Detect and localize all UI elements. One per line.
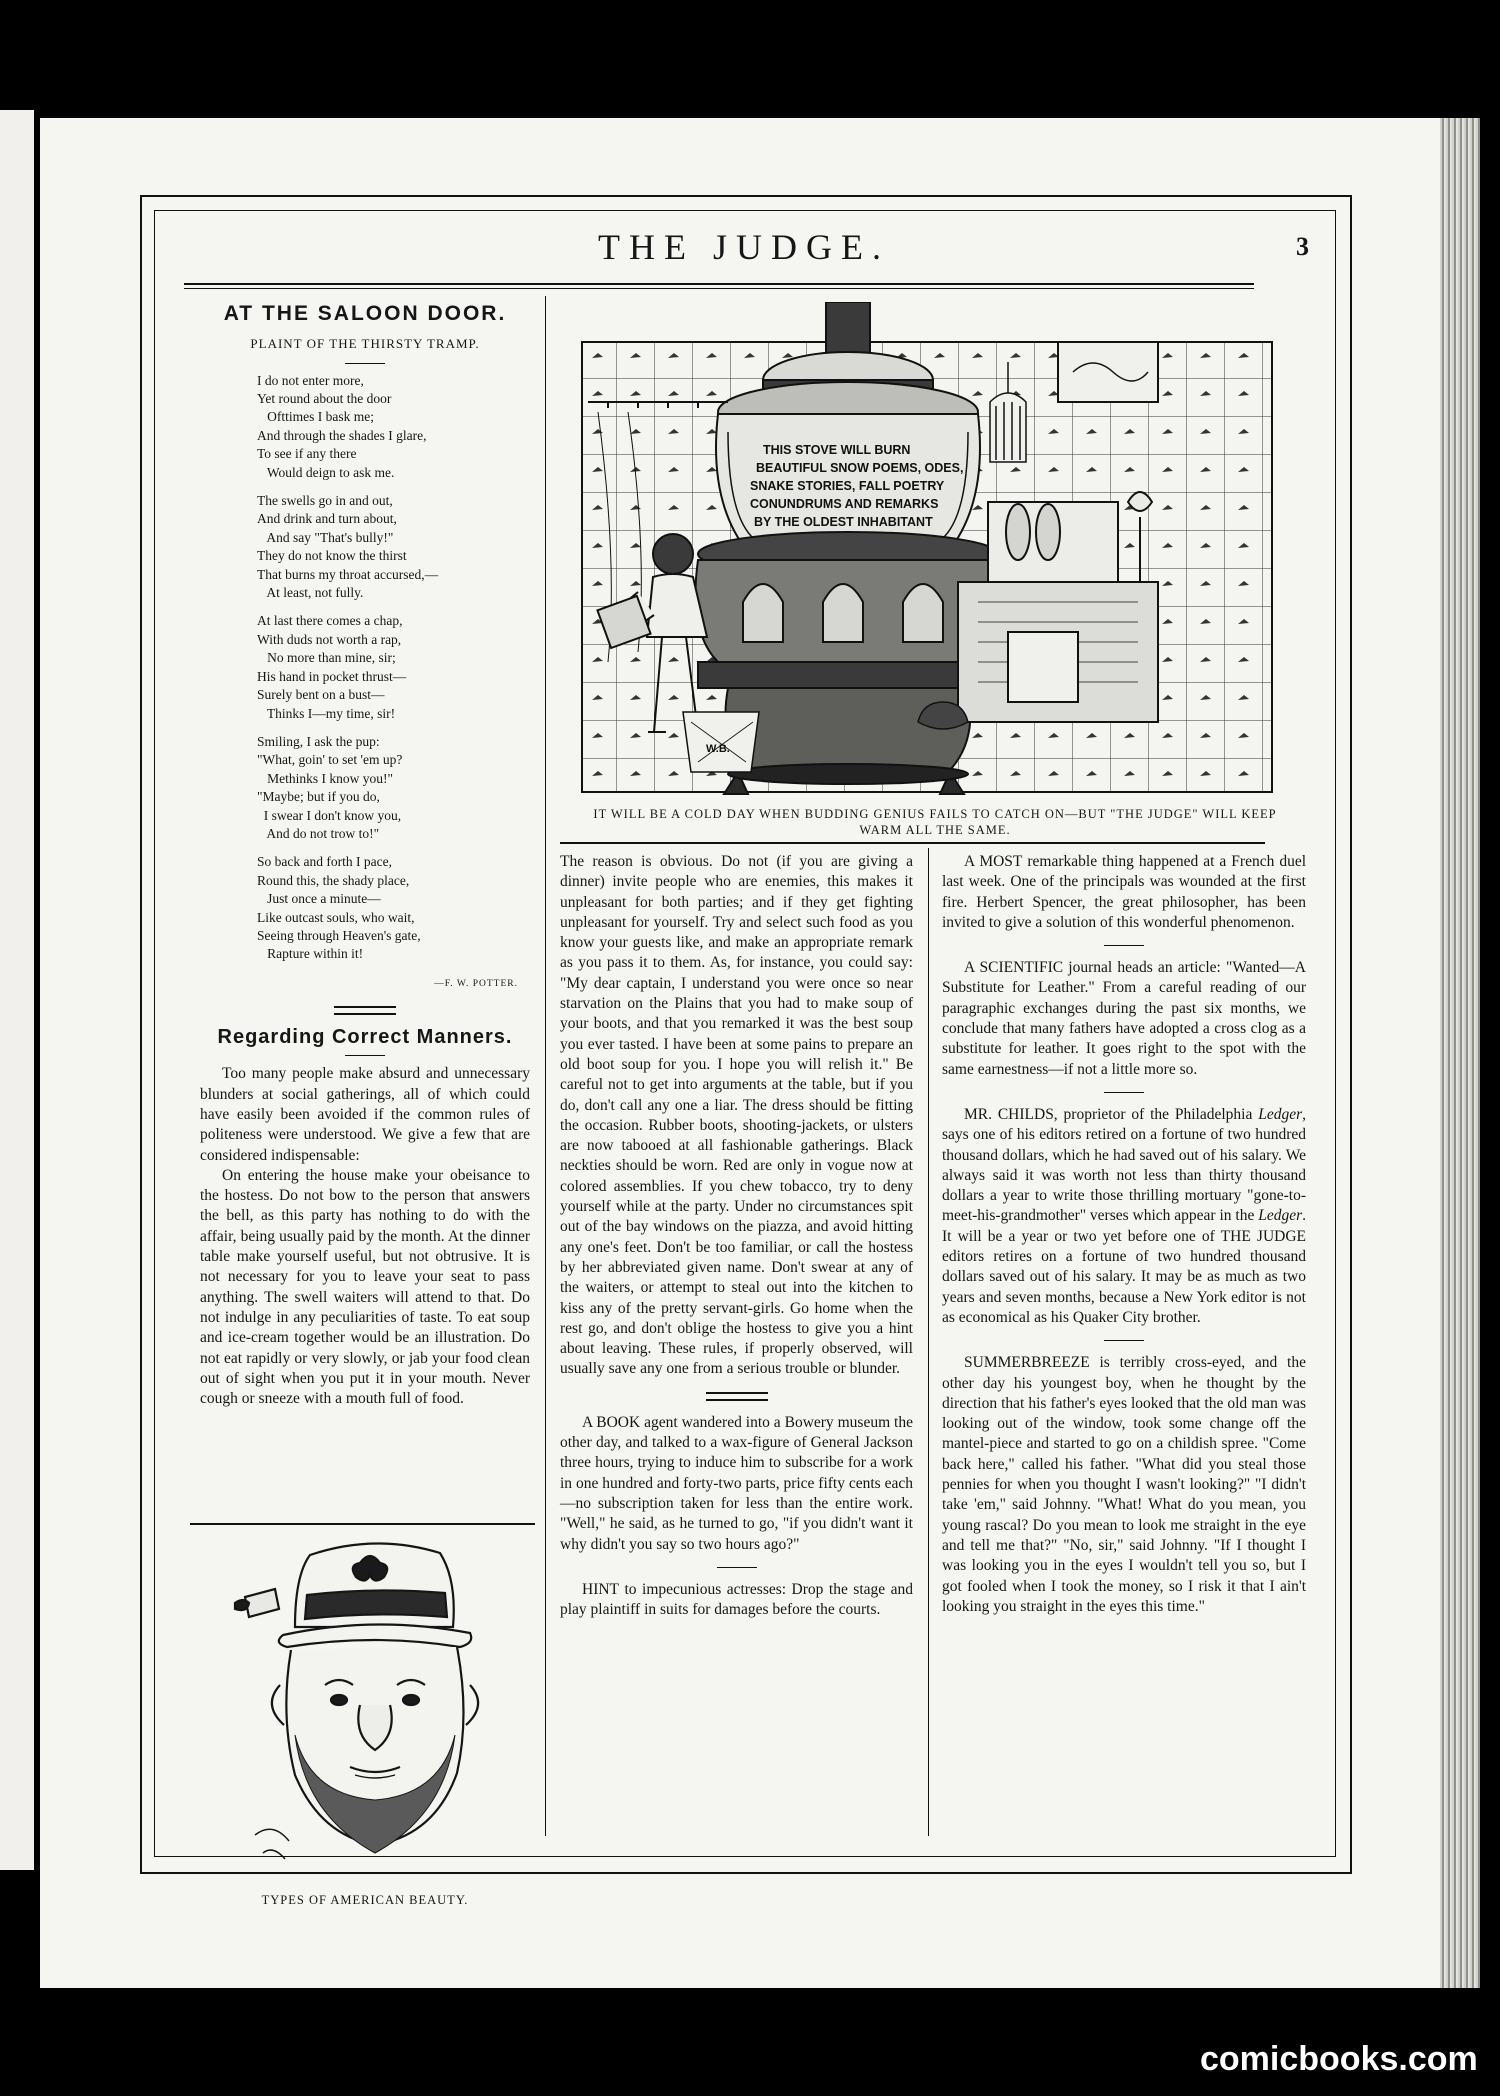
poem-line: With duds not worth a rap,: [257, 631, 402, 647]
hint-paragraph: [560, 1580, 913, 1621]
duel-paragraph: [942, 852, 1306, 933]
poem-title: AT THE SALOON DOOR.: [223, 302, 507, 325]
column-rule-right: [928, 848, 929, 1836]
poem-line: At last there comes a chap,: [257, 613, 403, 629]
scientific-lead: A SCIENTIFIC: [964, 959, 1064, 977]
poem-stanza: [257, 612, 530, 722]
poem-line: Surely bent on a bust—: [257, 687, 385, 703]
poem-line: They do not know the thirst: [257, 548, 407, 564]
stove-text-line: SNAKE STORIES, FALL POETRY: [750, 479, 945, 493]
poem-line: And do not trow to!": [257, 825, 380, 841]
right-column: [942, 852, 1306, 1617]
summerbreeze-paragraph: [942, 1353, 1306, 1617]
poem-line: Thinks I—my time, sir!: [257, 705, 396, 721]
manners-paragraph-2: On entering the house make your obeisance to the hostess. Do not bow to the person that answers the bell, as this party has nothing to do with the affair, being usually paid by the month. At the dinner table make yourself useful, but not obtrusive. It is not necessary for you to leave your seat to pass anything. The swell waiters will attend to that. Do not indulge in any peculiarities of taste. To eat soup and ice-cream together would be an illustration. Do not eat rapidly or very slowly, or jab your food clean out of sight when you put it in your mouth. Never cough or sneeze with a mouth full of food.: [200, 1166, 530, 1408]
section-divider: [1104, 945, 1144, 946]
poem-line: Yet round about the door: [257, 391, 392, 406]
ledger-title: Ledger: [1258, 1207, 1303, 1225]
stacked-page-edges: [1440, 118, 1480, 1988]
summerbreeze-lead: SUMMERBREEZE: [964, 1354, 1090, 1372]
hint-text: to impecunious actresses: Drop the stage and play plaintiff in suits for damages before the courts.: [560, 1580, 913, 1619]
middle-column: [560, 852, 913, 1620]
portrait-cartoon: [225, 1535, 525, 1890]
page-number: 3: [1296, 232, 1309, 261]
poem-line: Methinks I know you!": [257, 770, 394, 786]
poem-line: At least, not fully.: [257, 585, 364, 601]
poem-line: Rapture within it!: [257, 946, 364, 962]
cartoon-rule: [560, 842, 1265, 844]
poem-line: Smiling, I ask the pup:: [257, 733, 380, 749]
left-column: [200, 304, 530, 1409]
poem-stanza: [257, 492, 530, 602]
childs-text: proprietor of the Philadelphia: [1057, 1105, 1259, 1123]
portrait-rule: [190, 1523, 535, 1525]
duel-text: remarkable thing happened at a French duel last week. One of the principals was wounded at the first fire. Herbert Spencer, the great philosopher, has been invited to give a solution of this wonderful phenomenon.: [942, 853, 1307, 931]
duel-lead: A MOST: [964, 853, 1023, 870]
poem-subtitle: PLAINT OF THE THIRSTY TRAMP.: [250, 336, 480, 352]
stove-cartoon: [578, 302, 1278, 802]
hint-lead: HINT: [582, 1580, 620, 1598]
childs-paragraph: [942, 1105, 1306, 1328]
stove-text-line: BY THE OLDEST INHABITANT: [754, 515, 933, 529]
poem-line: That burns my throat accursed,—: [257, 566, 439, 582]
poem-stanza: [257, 853, 530, 963]
stove-text-line: BEAUTIFUL SNOW POEMS, ODES,: [756, 461, 964, 475]
poem-line: Round this, the shady place,: [257, 872, 410, 888]
masthead-title: THE JUDGE.: [598, 227, 890, 267]
childs-lead: MR. CHILDS,: [964, 1105, 1058, 1123]
summerbreeze-text: is terribly cross-eyed, and the other day his youngest boy, when he thought by the direction that his father's eyes looked that the old man was looking out of the window, took some change off the mantel-piece and started to go on a childish spree. "Come back here," called his father. "What did you steal those pennies for when you thought I wasn't looking?" "I didn't take 'em," said Johnny. "What! What do you mean, you young rascal? Do you mean to look me straight in the eye and tell me that?" "No, sir," said Johnny. "If I thought I was looking you in the eyes I wouldn't tell you so, but I got fooled when I took the money, so I risk it that I ain't looking you straight in the eyes this time.": [942, 1354, 1306, 1615]
poem-line: I swear I don't know you,: [257, 807, 402, 823]
poem-line: Like outcast souls, who wait,: [257, 909, 415, 925]
masthead-rule: [184, 283, 1254, 285]
column-rule-left: [545, 296, 546, 1836]
poem-line: The swells go in and out,: [257, 493, 393, 509]
poem-line: I do not enter more,: [257, 372, 364, 388]
basket-label: W.B.: [706, 743, 730, 755]
stove-caption: IT WILL BE A COLD DAY WHEN BUDDING GENIUS FAILS TO CATCH ON—BUT "THE JUDGE" WILL KEEP WARM ALL THE SAME.: [593, 807, 1277, 837]
section-divider: [717, 1567, 757, 1568]
poem-line: "Maybe; but if you do,: [257, 789, 380, 805]
section-divider: [334, 1006, 396, 1015]
poem-divider: [345, 363, 385, 364]
poem-body: [200, 372, 530, 964]
poem-signature: —F. W. POTTER.: [434, 978, 518, 989]
section-divider: [1104, 1092, 1144, 1093]
stove-text-line: CONUNDRUMS AND REMARKS: [750, 497, 939, 511]
poem-line: "What, goin' to set 'em up?: [257, 752, 403, 768]
ledger-title: Ledger: [1258, 1105, 1303, 1123]
manners-paragraph-3: The reason is obvious. Do not (if you are giving a dinner) invite people who are enemies, this makes it unpleasant for both parties; and if they get fighting unpleasant for yourself. Try and select such food as you know your guests like, and make an appropriate remark as you pass it to them. As, for instance, you could say: "My dear captain, I understand you were once so near starvation on the Plains that you had to make soup of your boots, and that you remarked it was the best soup you ever tasted. I have been at some pains to prepare an old boot soup for you. I hope you will relish it." Be careful not to get into arguments at the table, but if you do, don't call any one a liar. The dress should be fitting the occasion. Rubber boots, shooting-jackets, or ulsters are now tabooed at all fashionable gatherings. Black neckties should be worn. Red are only in vogue now at colored assemblies. If you chew tobacco, try to deny yourself while at the party. Under no circumstances spit out of the bay windows on the piazza, and avoid hitting any one's feet. Don't be too familiar, or call the hostess by her abbreviated given name. Don't swear at any of the waiters, or attempt to steal out into the kitchen to kiss any of the pretty servant-girls. Go home when the rest go, and don't oblige the hostess to give you a hint about leaving. These rules, if properly observed, will usually save any one from a serious trouble or blunder.: [560, 853, 913, 1378]
watermark: comicbooks.com: [1200, 2040, 1478, 2078]
poem-line: His hand in pocket thrust—: [257, 668, 407, 684]
left-page-edge: [0, 110, 34, 1870]
portrait-caption: TYPES OF AMERICAN BEAUTY.: [261, 1893, 469, 1907]
book-agent-paragraph: [560, 1413, 913, 1555]
poem-line: Just once a minute—: [257, 891, 381, 907]
manners-divider: [345, 1055, 385, 1056]
scientific-paragraph: [942, 958, 1306, 1080]
childs-text: , says one of his editors retired on a fortune of two hundred thousand dollars, which he had saved out of his salary. We always said it was worth not less than thirty thousand dollars a year to write those thrilling mortuary "gone-to-meet-his-grandmother" verses which appear in the: [942, 1105, 1306, 1225]
poem-line: To see if any there: [257, 446, 357, 462]
manners-title: Regarding Correct Manners.: [217, 1026, 513, 1049]
childs-text: . It will be a year or two yet before one of THE JUDGE editors retires on a fortune of two hundred thousand dollars saved out of his salary. It may be as much as two years and seven months, because a New York editor is not as economical as his Quaker City brother.: [942, 1207, 1307, 1326]
poem-stanza: [257, 733, 530, 843]
stove-text-line: THIS STOVE WILL BURN: [763, 443, 911, 457]
section-divider: [1104, 1340, 1144, 1341]
poem-line: Ofttimes I bask me;: [257, 409, 374, 425]
poem-line: Seeing through Heaven's gate,: [257, 927, 421, 943]
poem-line: No more than mine, sir;: [257, 650, 396, 666]
book-agent-text: agent wandered into a Bowery museum the other day, and talked to a wax-figure of General Jackson three hours, trying to induce him to subscribe for a work in one hundred and forty-two parts, price fifty cents each—no subscription taken for less than the entire work. "Well," he said, as he turned to go, "if you didn't want it why didn't you say so two hours ago?": [560, 1413, 913, 1553]
section-divider: [706, 1392, 768, 1401]
book-agent-lead: A BOOK: [582, 1413, 641, 1431]
manners-paragraph-1: Too many people make absurd and unnecessary blunders at social gatherings, all of which could have easily been avoided if the common rules of politeness were understood. We give a few that are considered indispensable:: [200, 1065, 530, 1164]
masthead-rule-thin: [184, 288, 1254, 289]
scientific-text: journal heads an article: "Wanted—A Substitute for Leather." From a careful reading of our paragraphic exchanges during the past six months, we conclude that many fathers have adopted a cross clog as a substitute for leather. It goes right to the spot with the same earnestness—if not a little more so.: [942, 959, 1307, 1078]
poem-line: And say "That's bully!": [257, 529, 394, 545]
poem-stanza: [257, 372, 530, 482]
poem-line: And drink and turn about,: [257, 511, 397, 527]
poem-line: Would deign to ask me.: [257, 464, 395, 480]
poem-line: And through the shades I glare,: [257, 427, 427, 443]
poem-line: So back and forth I pace,: [257, 854, 392, 870]
